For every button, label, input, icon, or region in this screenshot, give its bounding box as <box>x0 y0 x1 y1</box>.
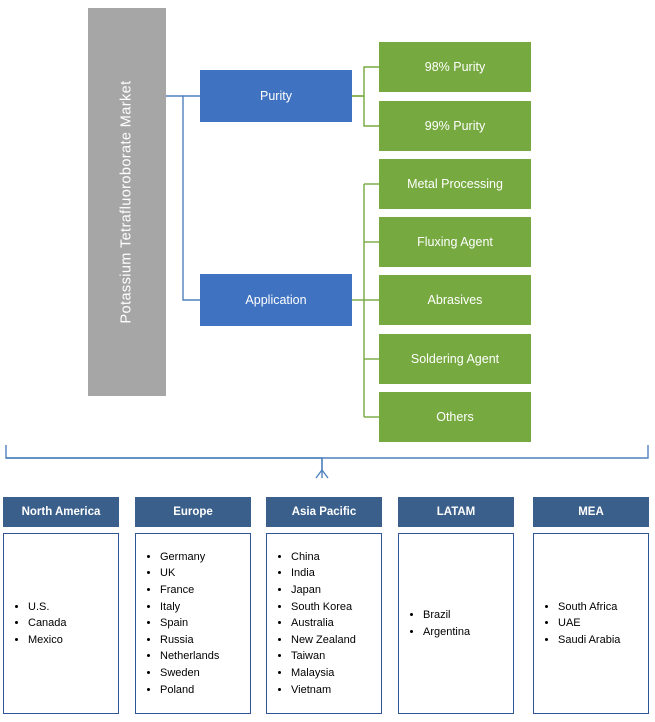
leaf-application-abrasives-label: Abrasives <box>427 293 483 307</box>
category-purity-label: Purity <box>260 89 292 103</box>
list-item: • Mexico <box>28 632 118 649</box>
region-list-asia-pacific <box>266 533 382 714</box>
region-column-mea <box>533 497 649 714</box>
region-column-europe <box>135 497 251 714</box>
region-header-europe: Europe <box>135 497 251 527</box>
region-header-latam: LATAM <box>398 497 514 527</box>
list-item: • Argentina <box>423 624 513 641</box>
list-item: • South Africa <box>558 599 648 616</box>
list-item: • India <box>291 565 356 582</box>
list-item: • New Zealand <box>291 632 356 649</box>
region-list-north-america <box>3 533 119 714</box>
root-node-label: Potassium Tetrafluoroborate Market <box>119 80 135 324</box>
list-item: • China <box>291 549 356 566</box>
list-item: • Japan <box>291 582 356 599</box>
region-header-mea: MEA <box>533 497 649 527</box>
leaf-application-soldering-agent[interactable] <box>379 334 531 384</box>
list-item: • Netherlands <box>160 648 219 665</box>
category-application[interactable] <box>200 274 352 326</box>
list-item: • Poland <box>160 682 219 699</box>
leaf-purity-99-label: 99% Purity <box>424 119 486 133</box>
region-header-asia-pacific: Asia Pacific <box>266 497 382 527</box>
category-purity[interactable] <box>200 70 352 122</box>
list-item: • Vietnam <box>291 682 356 699</box>
leaf-purity-98-label: 98% Purity <box>424 60 486 74</box>
list-item: • Taiwan <box>291 648 356 665</box>
leaf-application-others-label: Others <box>436 410 474 424</box>
list-item: • Italy <box>160 599 219 616</box>
leaf-application-fluxing-agent-label: Fluxing Agent <box>417 235 493 249</box>
leaf-application-abrasives[interactable] <box>379 275 531 325</box>
leaf-application-soldering-agent-label: Soldering Agent <box>410 352 500 366</box>
region-header-north-america: North America <box>3 497 119 527</box>
list-item: • Brazil <box>423 607 513 624</box>
list-item: • UK <box>160 565 219 582</box>
region-column-asia-pacific <box>266 497 382 714</box>
list-item: • Australia <box>291 615 356 632</box>
category-application-label: Application <box>245 293 307 307</box>
root-node <box>88 8 166 396</box>
region-list-europe <box>135 533 251 714</box>
region-column-north-america <box>3 497 119 714</box>
list-item: • France <box>160 582 219 599</box>
leaf-application-metal-processing-label: Metal Processing <box>407 177 503 191</box>
leaf-purity-98[interactable] <box>379 42 531 92</box>
list-item: • Russia <box>160 632 219 649</box>
leaf-application-metal-processing[interactable] <box>379 159 531 209</box>
list-item: • South Korea <box>291 599 356 616</box>
leaf-application-fluxing-agent[interactable] <box>379 217 531 267</box>
region-list-latam <box>398 533 514 714</box>
list-item: • U.S. <box>28 599 118 616</box>
region-column-latam <box>398 497 514 714</box>
list-item: • Malaysia <box>291 665 356 682</box>
list-item: • Saudi Arabia <box>558 632 648 649</box>
list-item: • Canada <box>28 615 118 632</box>
list-item: • Sweden <box>160 665 219 682</box>
leaf-purity-99[interactable] <box>379 101 531 151</box>
list-item: • Spain <box>160 615 219 632</box>
leaf-application-others[interactable] <box>379 392 531 442</box>
list-item: • Germany <box>160 549 219 566</box>
region-list-mea <box>533 533 649 714</box>
list-item: • UAE <box>558 615 648 632</box>
